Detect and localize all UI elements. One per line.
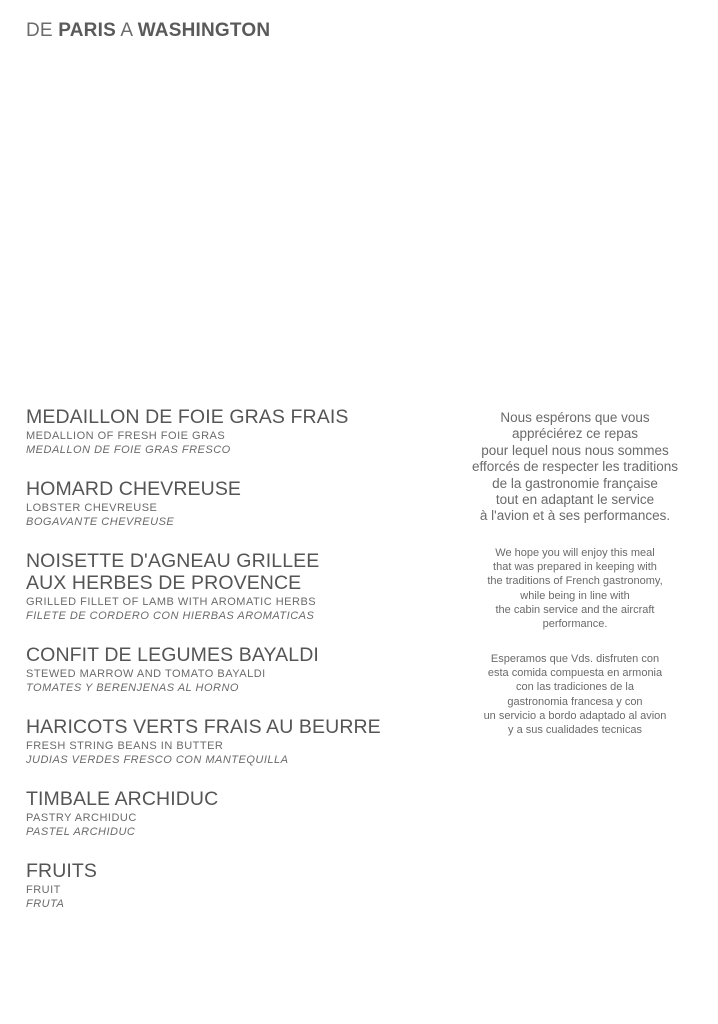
note-french: Nous espérons que vous appréciérez ce repas pour lequel nous nous sommes efforcés de respecter les traditions de la gastronomie française tout en adaptant le service à l'avion et à ses performances. bbox=[471, 410, 679, 524]
menu-course bbox=[26, 788, 426, 840]
title-destination: WASHINGTON bbox=[137, 20, 271, 41]
course-name-spanish: MEDALLON DE FOIE GRAS FRESCO bbox=[26, 444, 231, 456]
course-name-spanish: PASTEL ARCHIDUC bbox=[26, 826, 136, 838]
course-name-english: STEWED MARROW AND TOMATO BAYALDI bbox=[26, 668, 266, 680]
page-title bbox=[26, 20, 270, 42]
note-spanish: Esperamos que Vds. disfruten con esta comida compuesta en armonia con las tradiciones de la gastronomia francesa y con un servicio a bordo adaptado al avion y a sus cualidades tecnicas bbox=[483, 653, 667, 737]
course-name-english: PASTRY ARCHIDUC bbox=[26, 812, 137, 824]
course-name-french: CONFIT DE LEGUMES BAYALDI bbox=[26, 644, 319, 666]
menu-course bbox=[26, 478, 426, 530]
course-name-english: FRUIT bbox=[26, 884, 61, 896]
course-name-spanish: BOGAVANTE CHEVREUSE bbox=[26, 516, 175, 528]
course-name-french: MEDAILLON DE FOIE GRAS FRAIS bbox=[26, 406, 349, 428]
course-name-english: MEDALLION OF FRESH FOIE GRAS bbox=[26, 430, 226, 442]
course-name-english: FRESH STRING BEANS IN BUTTER bbox=[26, 740, 224, 752]
menu-course bbox=[26, 550, 426, 624]
course-name-spanish: FILETE DE CORDERO CON HIERBAS AROMATICAS bbox=[26, 610, 315, 622]
course-name-english: LOBSTER CHEVREUSE bbox=[26, 502, 158, 514]
menu-list bbox=[26, 406, 426, 932]
course-name-french: FRUITS bbox=[26, 860, 98, 882]
menu-course bbox=[26, 716, 426, 768]
course-name-french: HARICOTS VERTS FRAIS AU BEURRE bbox=[26, 716, 381, 738]
course-name-english: GRILLED FILLET OF LAMB WITH AROMATIC HERBS bbox=[26, 596, 317, 608]
course-name-french: HOMARD CHEVREUSE bbox=[26, 478, 242, 500]
title-connector: A bbox=[120, 20, 133, 41]
course-name-french: TIMBALE ARCHIDUC bbox=[26, 788, 219, 810]
title-prefix: DE bbox=[26, 20, 53, 41]
menu-course bbox=[26, 860, 426, 912]
menu-course bbox=[26, 406, 426, 458]
course-name-spanish: JUDIAS VERDES FRESCO CON MANTEQUILLA bbox=[26, 754, 289, 766]
course-name-spanish: FRUTA bbox=[26, 898, 65, 910]
note-english: We hope you will enjoy this meal that was prepared in keeping with the traditions of French gastronomy, while being in line with the cabin service and the aircraft performance. bbox=[487, 547, 663, 631]
course-name-french: NOISETTE D'AGNEAU GRILLEE AUX HERBES DE PROVENCE bbox=[26, 550, 320, 594]
title-origin: PARIS bbox=[58, 20, 116, 41]
menu-course bbox=[26, 644, 426, 696]
course-name-spanish: TOMATES Y BERENJENAS AL HORNO bbox=[26, 682, 239, 694]
